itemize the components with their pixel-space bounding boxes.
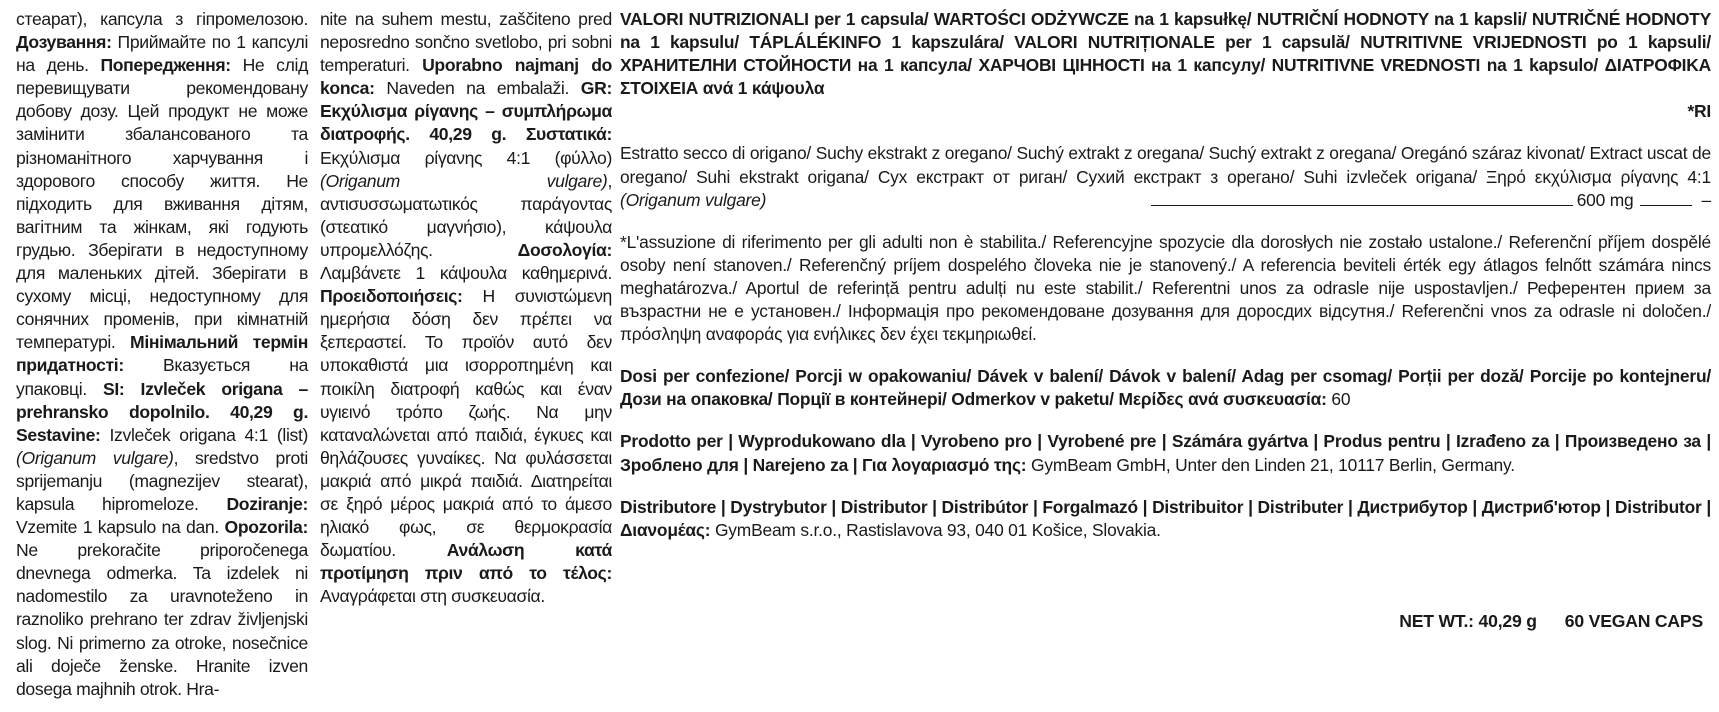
uk-best-before-text: Вказується на упаковці. [16, 355, 308, 399]
gr-best-before-text: Αναγράφεται στη συσκευασία. [320, 586, 545, 607]
si-ingredients-label: Sestavine: [16, 424, 101, 445]
net-weight-footer [1399, 611, 1703, 632]
si-dosage-text: Vzemite 1 kapsulo na dan. [16, 517, 219, 538]
gr-dosage-text: Λαμβάνετε 1 κάψουλα καθημερινά. [320, 263, 612, 284]
producer-row [620, 430, 1711, 476]
si-ingredients-text: Izvleček origana 4:1 (list) [109, 424, 309, 445]
column-nutrition-info [620, 8, 1711, 542]
servings-value: 60 [1331, 389, 1351, 410]
uk-dosage-label: Дозування: [16, 32, 112, 53]
distributor-value: GymBeam s.r.o., Rastislavova 93, 040 01 Košice, Slovakia. [714, 519, 1161, 540]
gr-latin-name: (Origanum vulgare) [320, 170, 608, 191]
gr-ingredients-label: Συστατικά: [525, 124, 612, 145]
extract-latin-name: (Origanum vulgare) [620, 189, 767, 210]
uk-warnings-label: Попередження: [100, 55, 231, 76]
ri-row [620, 100, 1711, 123]
column-slovenian-greek [320, 8, 612, 608]
dotted-leader-2 [1640, 205, 1692, 206]
uk-ingredients-tail: стеарат), капсула з гіпромелозою. [16, 9, 308, 29]
servings-label: Dosi per confezione/ Porcji w opakowaniu/ Dávek v balení/ Dávok v balení/ Adag per csomag/ Porții per doză/ Porcije po kontejneru/ Дози на опаковка/ Порції в контейнері/ Odmerkov v paketu/ Μερίδες ανά συσκευασία: [620, 366, 1711, 410]
net-weight: NET WT.: 40,29 g [1399, 611, 1537, 631]
capsule-count: 60 VEGAN CAPS [1564, 611, 1703, 631]
servings-row [620, 365, 1711, 411]
si-storage-text: nite na suhem mestu, zaščiteno pred neposredno sončno svetlobo, pri sobni temperaturi. [320, 9, 612, 76]
gr-ingredients-text-2: , αντισυσσωματωτικός παράγοντας (στεατικό μαγνήσιο), κάψουλα υπρομελλόζης. [320, 170, 612, 260]
column-ukrainian-slovenian [16, 8, 308, 701]
gr-product-title: GR: Εκχύλισμα ρίγανης – συμπλήρωμα διατροφής. 40,29 g. [320, 78, 612, 145]
si-dosage-label: Doziranje: [226, 493, 308, 514]
si-best-before-text: Naveden na embalaži. [386, 78, 569, 99]
dotted-leader [1151, 205, 1573, 206]
gr-warnings-text: Η συνιστώμενη ημερήσια δόση δεν πρέπει να ξεπεραστεί. Το προϊόν αυτό δεν υποκαθιστά μια ισορροπημένη και ποικίλη διατροφή καθώς και έναν υγιεινό τρόπο ζωής. Να μην καταναλώνεται από παιδιά, έγκυες και θηλάζουσες γυναίκες. Να φυλάσσεται μακριά από μικρά παιδιά. Διατηρείται σε ξηρό μέρος μακριά από το άμεσο ηλιακό φως, σε θερμοκρασία δωματίου. [320, 286, 612, 561]
extract-name: Estratto secco di origano/ Suchy ekstrakt z oregano/ Suchý extrakt z oregana/ Suchý extrakt z oregana/ Oregánó száraz kivonat/ Extract uscat de oregano/ Suhi ekstrakt origana/ Сух екстракт от риган/ Сухий екстракт з орегано/ Suhi izvleček origana/ Ξηρό εκχύλισμα ρίγανης 4:1 [620, 143, 1711, 187]
gr-best-before-label: Ανάλωση κατά προτίμηση πριν από το τέλος: [320, 540, 612, 584]
extract-ri-value: – [1701, 189, 1711, 210]
extract-amount-row [1145, 189, 1711, 212]
gr-ingredients-text: Εκχύλισμα ρίγανης 4:1 (φύλλο) [320, 147, 612, 168]
si-best-before-label: Uporabno najmanj do konca: [320, 55, 612, 99]
distributor-label: Distributore | Dystrybutor | Distributor | Distribútor | Forgalmazó | Distribuitor | Distributer | Дистрибутор | Дистриб'ютор | Distributor | Διανομέας: [620, 496, 1711, 540]
gr-dosage-label: Δοσολογία: [517, 239, 612, 260]
extract-amount: 600 mg [1576, 189, 1634, 210]
uk-warnings-text: Не слід перевищувати рекомендовану добову дозу. Цей продукт не може замінити збалансованого та різноманітного харчування і здорового способу життя. Не підходить для вживання дітям, вагітним та жінкам, які годують грудью. Зберігати в недоступному для маленьких дітей. Зберігати в сухому місці, недоступному для сонячних променів, при кімнатній температурі. [16, 55, 308, 353]
label-text-block [320, 8, 612, 608]
uk-dosage-text: Приймайте по 1 капсулі на день. [16, 32, 308, 76]
si-warnings-label: Opozorila: [224, 517, 308, 538]
nutrition-header [620, 8, 1711, 100]
si-latin-name: (Origanum vulgare) [16, 447, 174, 468]
label-text-block [16, 8, 308, 701]
gr-warnings-label: Προειδοποιήσεις: [320, 286, 463, 307]
producer-value: GymBeam GmbH, Unter den Linden 21, 10117 Berlin, Germany. [1031, 454, 1515, 475]
si-ingredients-text-2: , sredstvo proti sprijemanju (magnezijev stearat), kapsula hipromeloze. [16, 447, 308, 514]
uk-best-before-label: Мінімальний термін придатності: [16, 332, 308, 376]
ri-label: *RI [1687, 101, 1711, 122]
si-product-title: SI: Izvleček origana – prehransko dopolnilo. 40,29 g. [16, 378, 308, 422]
producer-label: Prodotto per | Wyprodukowano dla | Vyrobeno pro | Vyrobené pre | Számára gyártva | Produs pentru | Izrađeno za | Произведено за | Зроблено для | Narejeno za | Για λογαριασμό της: [620, 431, 1711, 475]
distributor-row [620, 496, 1711, 542]
si-warnings-text: Ne prekoračite priporočenega dnevnega odmerka. Ta izdelek ni nadomestilo za uravnoteženo in raznoliko prehrano ter zdrav življenjski slog. Ni primerno za otroke, nosečnice ali doječe ženske. Hranite izven dosega majhnih otrok. Hra- [16, 540, 308, 699]
ri-note: *L'assuzione di riferimento per gli adulti non è stabilita./ Referencyjne spozycie dla dorosłych nie zostało ustalone./ Referenční příjem dospělé osoby není stanoven./ Referenčný príjem dospelého človeka nie je stanovený./ A referencia beviteli érték egy átlagos felnőtt számára nincs meghatározva./ Aportul de referință pentru adulți nu este stabilit./ Referentni unos za odrasle nije uspostavljen./ Референтен прием за възрастни не е установен./ Інформація про рекомендоване дозування для доросдих відсутня./ Referenčni vnos za odrasle ni določen./ πρόσληψη αναφοράς για ενήλικες δεν έχει τεκμηριωθεί. [620, 231, 1711, 345]
nutrition-header-text: VALORI NUTRIZIONALI per 1 capsula/ WARTOŚCI ODŻYWCZE na 1 kapsułkę/ NUTRIČNÍ HODNOTY na 1 kapsli/ NUTRIČNÉ HODNOTY na 1 kapsulu/ TÁPLÁLÉKINFO 1 kapszulára/ VALORI NUTRIȚIONALE per 1 capsulă/ NUTRITIVNE VRIJEDNOSTI po 1 kapsuli/ ХРАНИТЕЛНИ СТОЙНОСТИ на 1 капсула/ ХАРЧОВІ ЦІННОСТІ на 1 капсулу/ NUTRITIVNE VREDNOSTI na 1 kapsulo/ ΔΙΑΤΡΟΦΙΚΑ ΣΤΟΙΧΕΙΑ ανά 1 κάψουλα [620, 9, 1711, 99]
